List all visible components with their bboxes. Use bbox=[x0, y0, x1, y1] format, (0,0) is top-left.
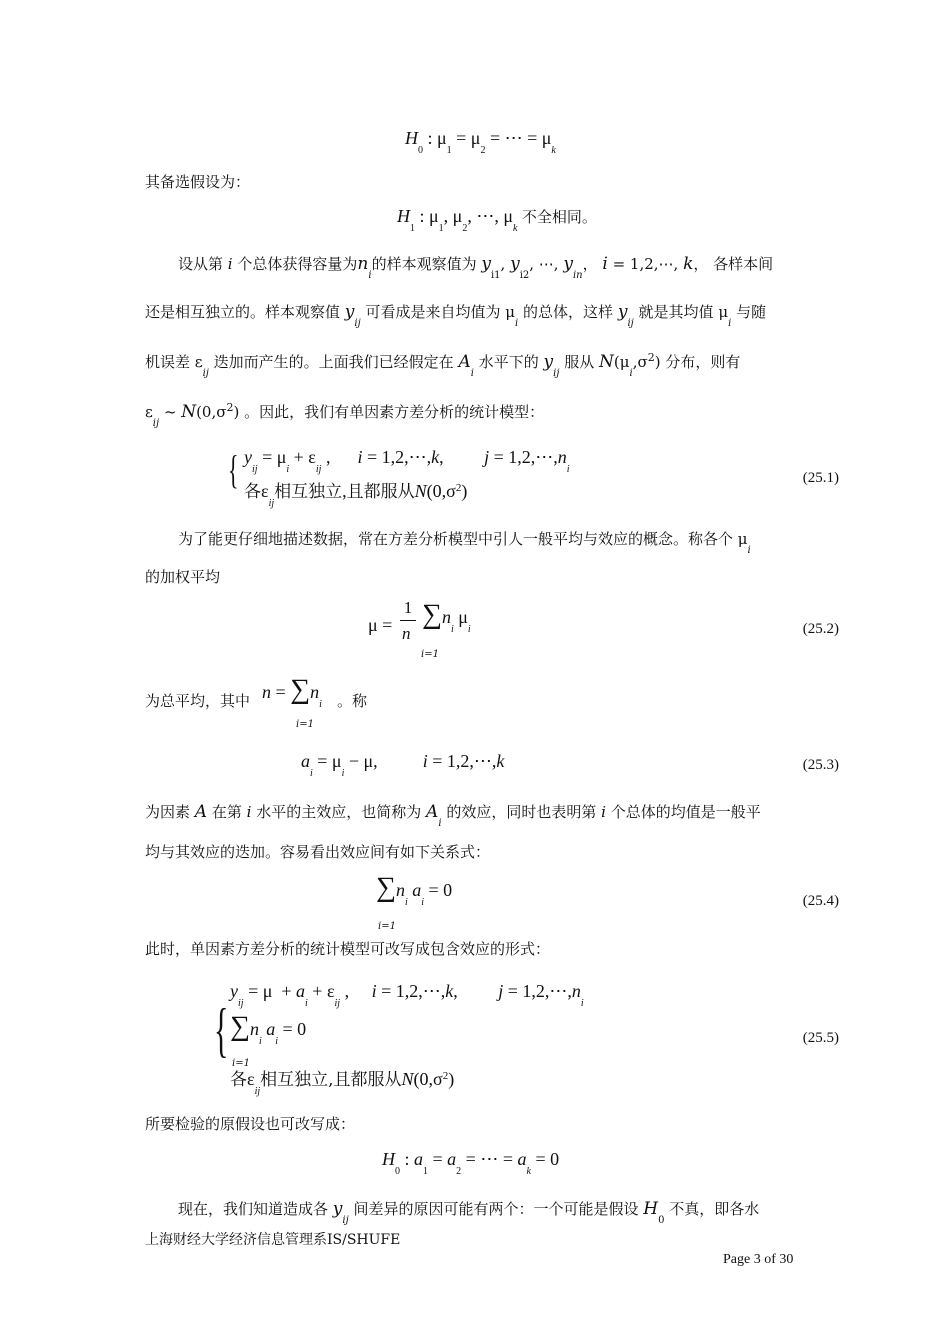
paragraph-line: 所要检验的原假设也可改写成： bbox=[145, 1115, 356, 1133]
paragraph-line: 现在，我们知道造成各 $y_{ij}$ 间差异的原因可能有两个：一个可能是假设 $H_0$ 不真，即各水 bbox=[178, 1199, 760, 1226]
paragraph-line: 均与其效应的迭加。容易看出效应间有如下关系式： bbox=[145, 843, 491, 861]
inline-sum-n: $n = \sum n_i$ bbox=[262, 674, 322, 710]
equation-25-2-sum: $\sum n_i$ $\mu_i$ bbox=[422, 599, 471, 635]
paragraph-line: 设从第 i 个总体获得容量为$n_i$的样本观察值为 $y_{i1}$, $y_{i2}$, ⋯, $y_{in}$， i = 1,2,⋯, k， 各样本间 bbox=[178, 254, 774, 281]
equation-25-5-line1: $y_{ij} = \mu + a_i + \varepsilon_{ij}$ , i = 1,2,⋯,k, $j = 1,2,\cdots,n_i$ bbox=[230, 981, 584, 1009]
brace-25-1: { bbox=[228, 447, 239, 492]
paragraph-line: 机误差 $\varepsilon_{ij}$ 迭加而产生的。上面我们已经假定在 $A_i$ 水平下的 $y_{ij}$ 服从 $N(\mu_i,\sigma^2)$ 分布，则有 bbox=[145, 351, 741, 379]
equation-25-2: μ = bbox=[368, 615, 393, 635]
paragraph-line: 此时，单因素方差分析的统计模型可改写成包含效应的形式： bbox=[145, 940, 551, 958]
equation-number: (25.4) bbox=[802, 893, 839, 909]
paragraph-line: 为因素 A 在第 i 水平的主效应，也简称为 $A_i$ 的效应，同时也表明第 i 个总体的均值是一般平 bbox=[145, 802, 761, 829]
equation-25-4: $\sum n_i$ $a_i = 0$ bbox=[376, 872, 453, 908]
footer-page-number: Page 3 of 30 bbox=[723, 1252, 794, 1267]
sum-index: i=1 bbox=[421, 649, 439, 660]
paragraph-line: 还是相互独立的。样本观察值 $y_{ij}$ 可看成是来自均值为 $\mu_i$ 的总体，这样 $y_{ij}$ 就是其均值 $\mu_i$ 与随 bbox=[145, 302, 767, 329]
paragraph-line: 的加权平均 bbox=[145, 568, 221, 586]
sum-index: i=1 bbox=[232, 1058, 250, 1069]
footer-institution: 上海财经大学经济信息管理系IS/SHUFE bbox=[145, 1232, 401, 1248]
paragraph-line: 。称 bbox=[337, 692, 368, 710]
sum-index: i=1 bbox=[296, 719, 314, 730]
paragraph-line: $\varepsilon_{ij}$ ~ $N(0,\sigma^2)$ 。因此，我们有单因素方差分析的统计模型： bbox=[145, 401, 545, 429]
paragraph-alt-intro: 其备选假设为： bbox=[145, 173, 251, 191]
equation-number: (25.1) bbox=[802, 470, 839, 486]
equation-h0: $H_0$ : $\mu_1 = \mu_2$ = ⋯ = $\mu_k$ bbox=[405, 128, 556, 156]
equation-h0-effects: $H_0$ : $a_1 = a_2$ = ⋯ = $a_k = 0$ bbox=[382, 1149, 560, 1177]
equation-number: (25.5) bbox=[802, 1030, 839, 1046]
fraction-1-over-n: 1 n bbox=[400, 598, 416, 618]
equation-number: (25.2) bbox=[802, 621, 839, 637]
paragraph-line: 为了能更仔细地描述数据，常在方差分析模型中引人一般平均与效应的概念。称各个 $\mu_i$ bbox=[178, 530, 751, 556]
equation-number: (25.3) bbox=[802, 757, 839, 773]
equation-25-1-line1: $y_{ij} = \mu_i + \varepsilon_{ij}$ , i = 1,2,⋯,k, $j = 1,2,\cdots,n_i$ bbox=[244, 447, 570, 475]
equation-25-5-line3: 各$\varepsilon_{ij}$相互独立,且都服从$N(0,\sigma^2)$ bbox=[230, 1069, 455, 1097]
equation-25-5-line2: $\sum n_i$ $a_i = 0$ bbox=[230, 1011, 307, 1047]
equation-h1: $H_1$ : $\mu_1$, $\mu_2$, ⋯, $\mu_k$ 不全相同。 bbox=[397, 206, 597, 234]
sum-index: i=1 bbox=[378, 921, 396, 932]
paragraph-line: 为总平均，其中 bbox=[145, 692, 251, 710]
equation-25-1-line2: 各$\varepsilon_{ij}$相互独立,且都服从$N(0,\sigma^2)$ bbox=[244, 481, 468, 509]
equation-25-3: $a_i = \mu_i - \mu$, i = 1,2,⋯,k bbox=[301, 751, 505, 779]
brace-25-5: { bbox=[214, 997, 229, 1063]
